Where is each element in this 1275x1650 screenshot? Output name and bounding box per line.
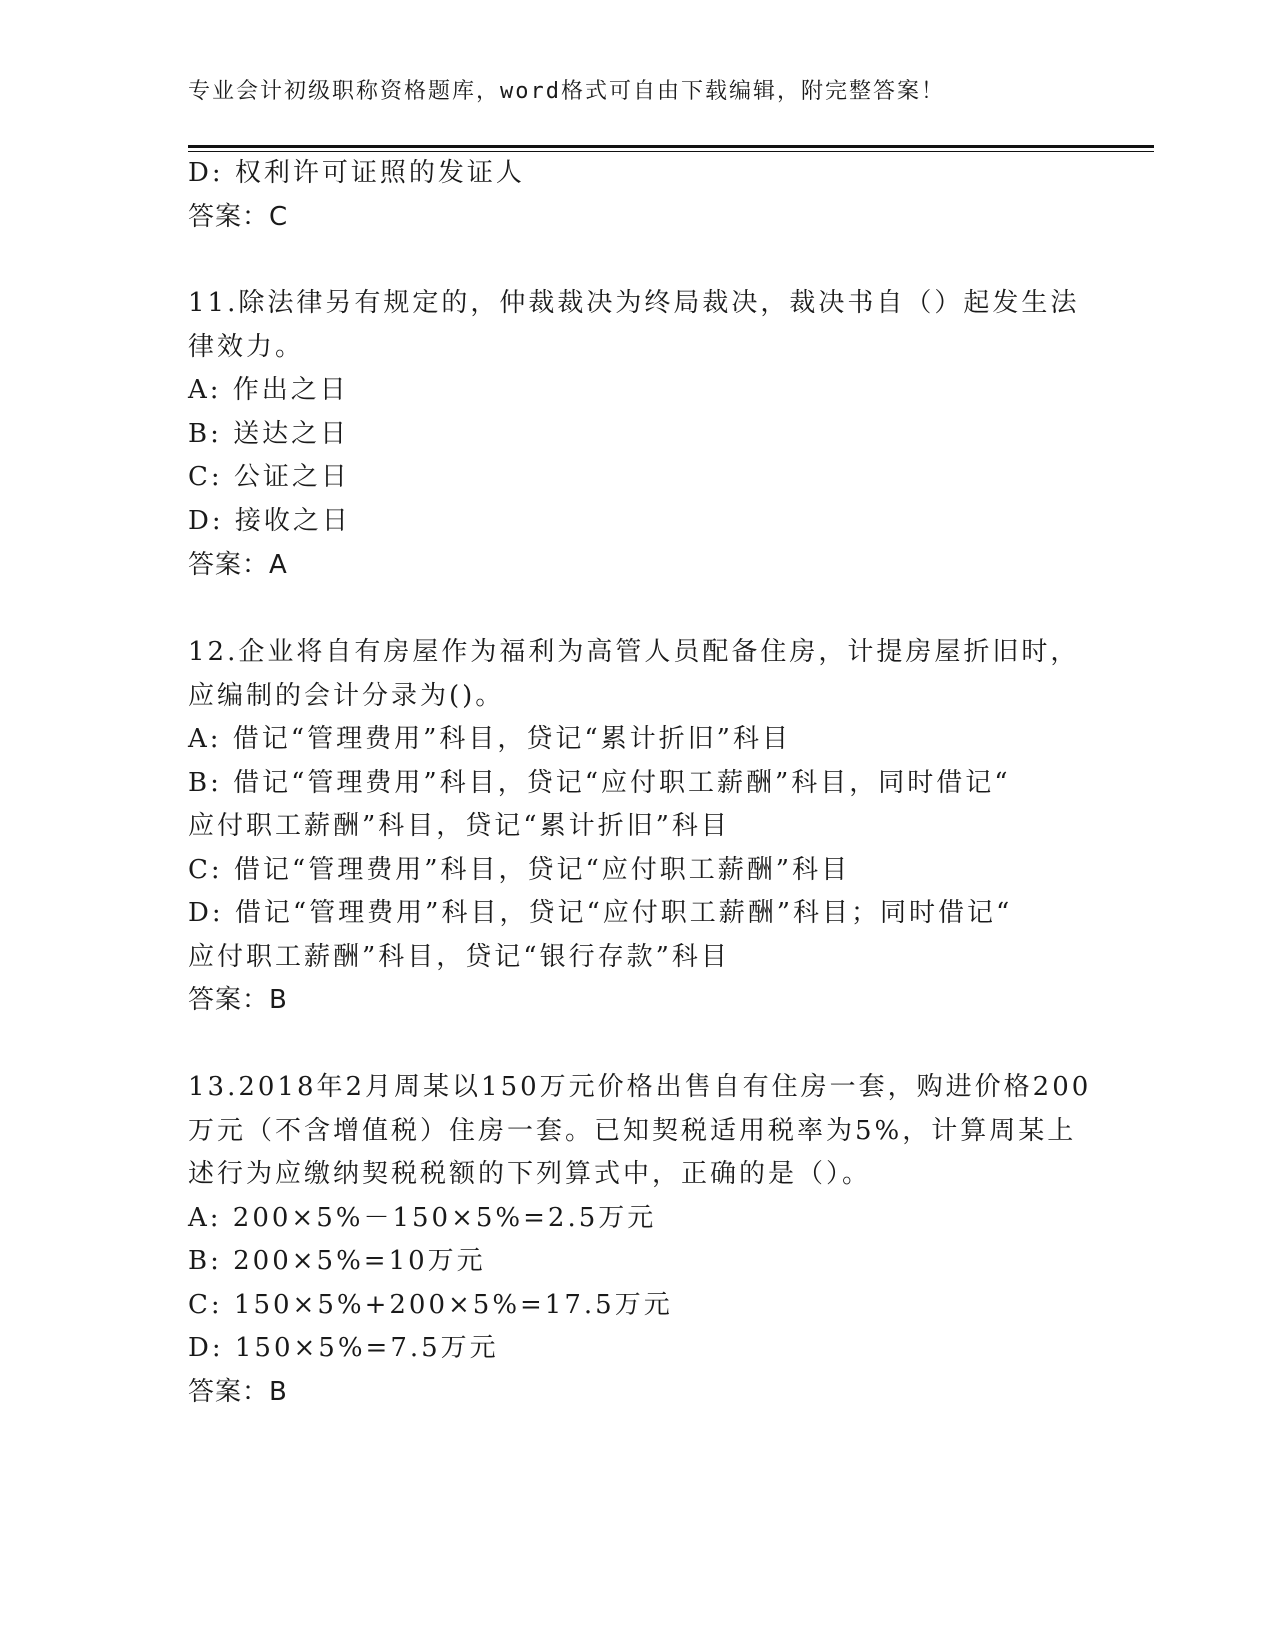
q13-option-c: C: 150×5%+200×5%=17.5万元 xyxy=(188,1290,673,1320)
q11-option-a: A: 作出之日 xyxy=(188,375,349,405)
prev-option-d: D: 权利许可证照的发证人 xyxy=(188,158,525,188)
q12-option-d-line2: 应付职工薪酬”科目，贷记“银行存款”科目 xyxy=(188,942,730,972)
q13-answer: 答案：B xyxy=(188,1377,288,1407)
q13-stem-line1: 13.2018年2月周某以150万元价格出售自有住房一套，购进价格200 xyxy=(188,1072,1092,1102)
q11-option-b: B: 送达之日 xyxy=(188,419,350,449)
prev-answer: 答案：C xyxy=(188,202,289,232)
page-header: 专业会计初级职称资格题库，word格式可自由下载编辑，附完整答案！ xyxy=(188,79,945,104)
header-rule xyxy=(188,145,1154,148)
q12-option-b-line2: 应付职工薪酬”科目，贷记“累计折旧”科目 xyxy=(188,811,730,841)
q12-stem-line2: 应编制的会计分录为()。 xyxy=(188,681,505,711)
q12-option-c: C: 借记“管理费用”科目，贷记“应付职工薪酬”科目 xyxy=(188,855,851,885)
q11-option-d: D: 接收之日 xyxy=(188,506,351,536)
q11-option-c: C: 公证之日 xyxy=(188,462,350,492)
q12-stem-line1: 12.企业将自有房屋作为福利为高管人员配备住房，计提房屋折旧时， xyxy=(188,637,1080,667)
q11-stem-line1: 11.除法律另有规定的，仲裁裁决为终局裁决，裁决书自（）起发生法 xyxy=(188,288,1080,318)
q12-option-a: A: 借记“管理费用”科目，贷记“累计折旧”科目 xyxy=(188,724,791,754)
q12-option-d-line1: D: 借记“管理费用”科目，贷记“应付职工薪酬”科目；同时借记“ xyxy=(188,898,1013,928)
q12-answer: 答案：B xyxy=(188,985,288,1015)
q13-option-a: A: 200×5%－150×5%=2.5万元 xyxy=(188,1203,657,1233)
q13-option-d: D: 150×5%=7.5万元 xyxy=(188,1333,499,1363)
q11-answer: 答案：A xyxy=(188,550,288,580)
q13-option-b: B: 200×5%=10万元 xyxy=(188,1246,486,1276)
q13-stem-line2: 万元（不含增值税）住房一套。已知契税适用税率为5%，计算周某上 xyxy=(188,1116,1077,1146)
q13-stem-line3: 述行为应缴纳契税税额的下列算式中，正确的是（）。 xyxy=(188,1159,872,1189)
q12-option-b-line1: B: 借记“管理费用”科目，贷记“应付职工薪酬”科目，同时借记“ xyxy=(188,768,1011,798)
header-rule-thin xyxy=(188,151,1154,152)
q11-stem-line2: 律效力。 xyxy=(188,332,305,362)
